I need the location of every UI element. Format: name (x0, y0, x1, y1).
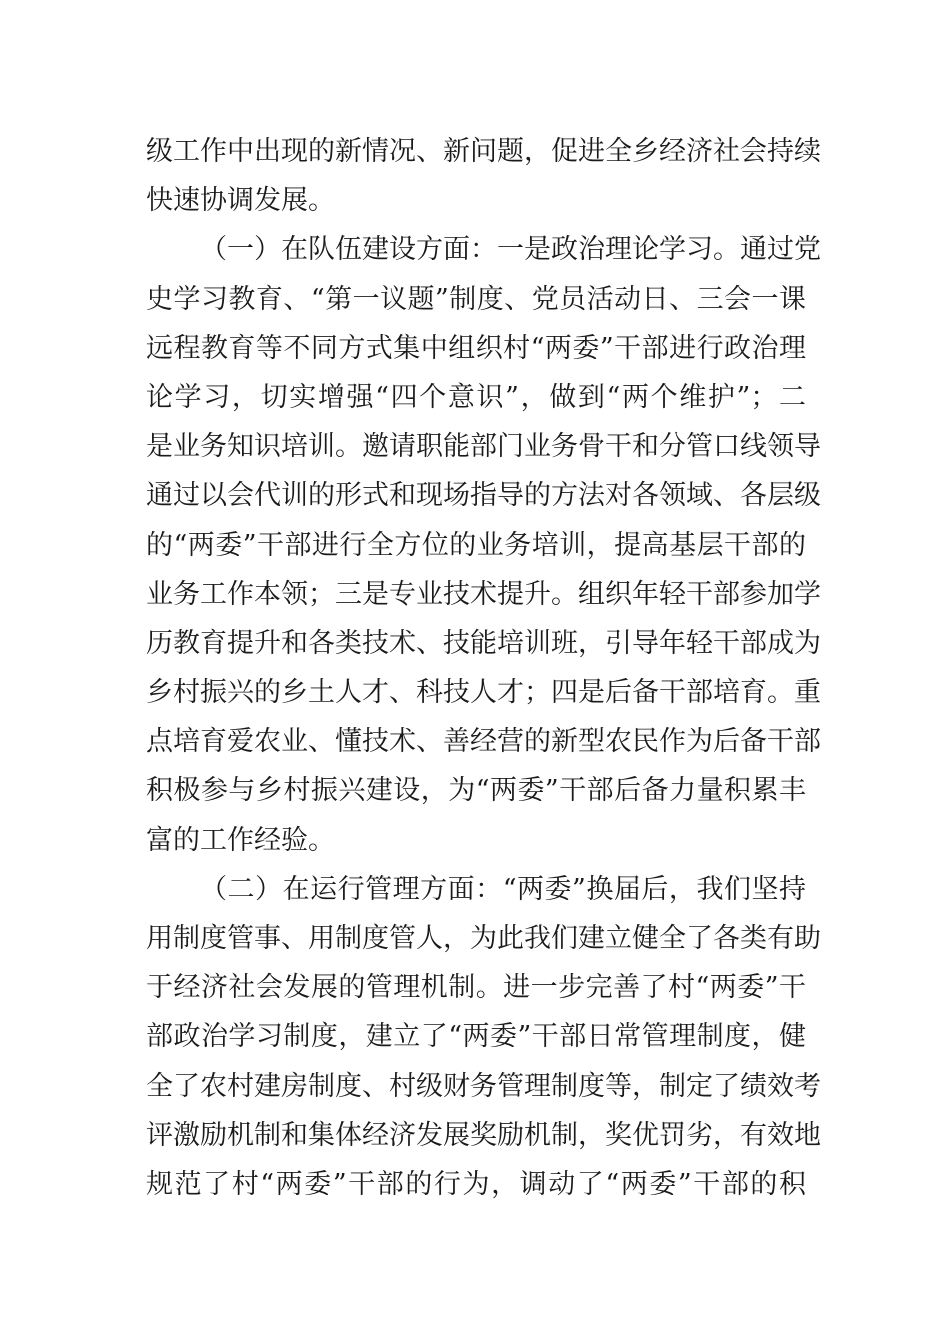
text-line: 全了农村建房制度、村级财务管理制度等，制定了绩效考 (146, 1070, 821, 1102)
text-line: （二）在运行管理方面：“两委”换届后，我们坚持 (200, 873, 806, 905)
body-text (146, 127, 821, 1209)
text-line: 的“两委”干部进行全方位的业务培训，提高基层干部的 (146, 529, 806, 561)
text-line: （一）在队伍建设方面：一是政治理论学习。通过党 (200, 234, 821, 266)
text-line: 历教育提升和各类技术、技能培训班，引导年轻干部成为 (146, 627, 821, 659)
text-line: 论学习，切实增强“四个意识”，做到“两个维护”；二 (146, 381, 806, 413)
text-line: 于经济社会发展的管理机制。进一步完善了村“两委”干 (146, 972, 806, 1004)
text-line: 评激励机制和集体经济发展奖励机制，奖优罚劣，有效地 (146, 1119, 821, 1151)
text-line: 乡村振兴的乡土人才、科技人才；四是后备干部培育。重 (146, 677, 821, 709)
text-line: 远程教育等不同方式集中组织村“两委”干部进行政治理 (146, 332, 806, 364)
text-line: 快速协调发展。 (146, 185, 335, 217)
text-line: 用制度管事、用制度管人，为此我们建立健全了各类有助 (146, 923, 821, 954)
text-line: 点培育爱农业、懂技术、善经营的新型农民作为后备干部 (146, 726, 821, 758)
text-line: 部政治学习制度，建立了“两委”干部日常管理制度，健 (146, 1021, 806, 1053)
text-line: 史学习教育、“第一议题”制度、党员活动日、三会一课 (146, 283, 806, 315)
text-line: 富的工作经验。 (146, 824, 335, 856)
text-line: 是业务知识培训。邀请职能部门业务骨干和分管口线领导 (146, 431, 821, 463)
text-line: 通过以会代训的形式和现场指导的方法对各领域、各层级 (146, 480, 821, 512)
text-line: 规范了村“两委”干部的行为，调动了“两委”干部的积 (146, 1168, 806, 1200)
text-line: 级工作中出现的新情况、新问题，促进全乡经济社会持续 (146, 136, 821, 167)
text-line: 业务工作本领；三是专业技术提升。组织年轻干部参加学 (146, 578, 821, 610)
text-line: 积极参与乡村振兴建设，为“两委”干部后备力量积累丰 (146, 775, 806, 807)
